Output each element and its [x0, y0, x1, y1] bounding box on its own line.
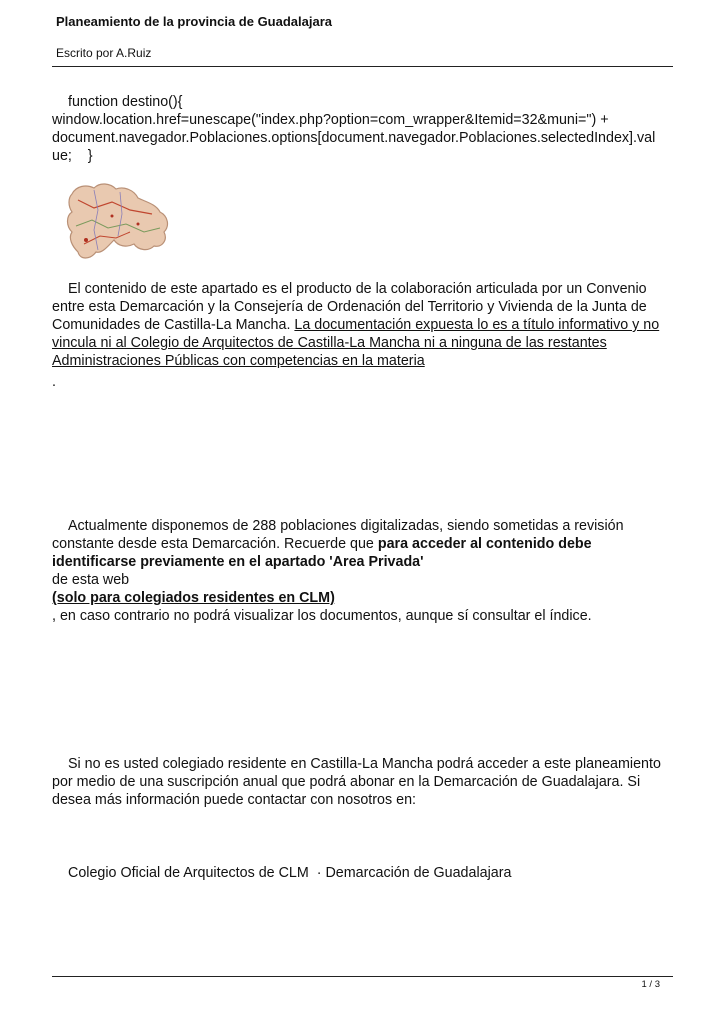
access-notice: para acceder al contenido debe identificarse previamente en el apartado 'Area Privada'	[52, 536, 592, 570]
web-text: de esta web	[52, 572, 130, 588]
ending-text: , en caso contrario no podrá visualizar los documentos, aunque sí consultar el índice.	[52, 608, 592, 624]
page-title: Planeamiento de la provincia de Guadalajara	[56, 14, 332, 29]
paragraph-availability	[52, 517, 674, 625]
header-divider	[52, 66, 673, 67]
author-line: Escrito por A.Ruiz	[56, 46, 152, 60]
paragraph-text: Actualmente disponemos de 288 poblaciones digitalizadas, siendo sometidas a revisión constante desde esta Demarcación. Recuerde que	[52, 518, 624, 552]
page-number: 1 / 3	[641, 979, 660, 990]
paragraph-subscription	[52, 755, 674, 809]
code-line: function destino(){	[68, 94, 183, 110]
disclaimer-link[interactable]: La documentación expuesta lo es a título informativo y no vincula ni al Colegio de Arquitectos de Castilla-La Mancha ni a ninguna de las restantes Administraciones Públicas con competencias en la materia	[52, 317, 660, 369]
code-line: document.navegador.Poblaciones.options[document.navegador.Poblaciones.selectedIndex].val	[52, 130, 656, 146]
contact-text: Colegio Oficial de Arquitectos de CLM · Demarcación de Guadalajara	[68, 865, 512, 881]
code-block	[52, 93, 674, 165]
paragraph-text: Si no es usted colegiado residente en Castilla-La Mancha podrá acceder a este planeamiento por medio de una suscripción anual que podrá abonar en la Demarcación de Guadalajara. Si desea más información puede contactar con nosotros en:	[52, 756, 661, 808]
code-line: ue; }	[52, 148, 93, 164]
footer-divider	[52, 976, 673, 977]
guadalajara-province-map	[64, 180, 174, 265]
code-line: window.location.href=unescape("index.php?option=com_wrapper&Itemid=32&muni=") +	[52, 112, 609, 128]
paragraph-text: El contenido de este apartado es el producto de la colaboración articulada por un Convenio entre esta Demarcación y la Consejería de Ordenación del Territorio y Vivienda de la Junta de Comunidades de Castilla-La Mancha.	[52, 281, 647, 333]
residents-link[interactable]: (solo para colegiados residentes en CLM)	[52, 590, 335, 606]
contact-line	[52, 864, 674, 882]
trailing-period: .	[52, 374, 56, 390]
paragraph-collaboration	[52, 280, 674, 370]
